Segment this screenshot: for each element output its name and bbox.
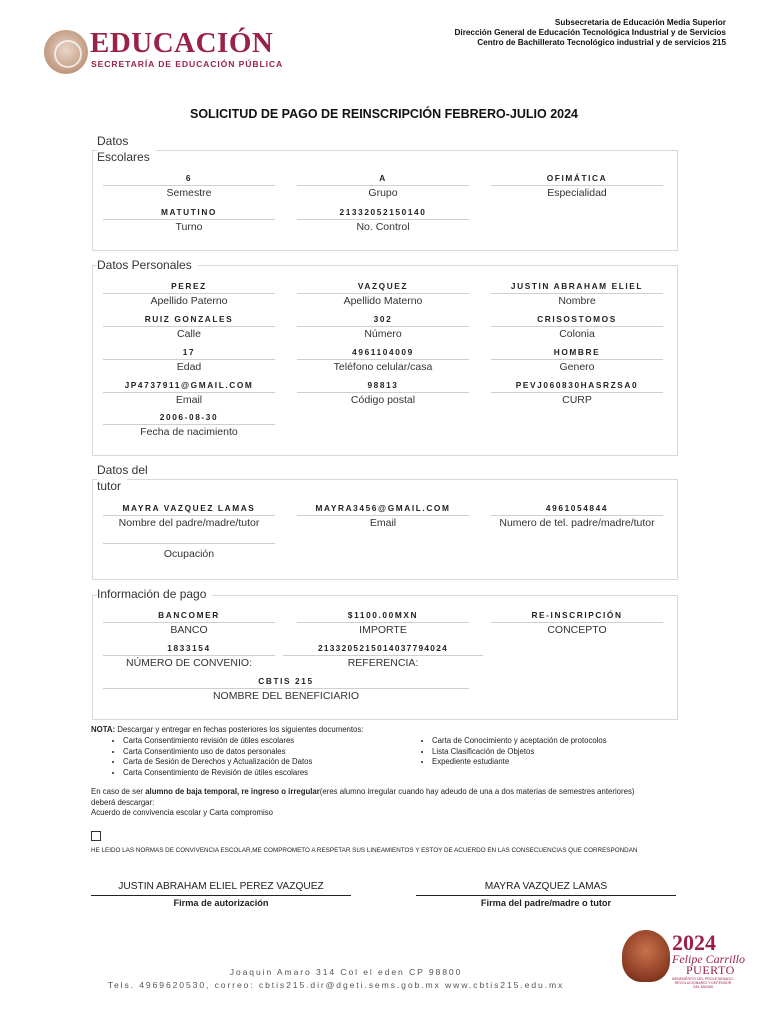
field-label: Fecha de nacimiento [140,426,238,438]
field-label: Código postal [350,394,416,406]
nota-text: Descargar y entregar en fechas posteriores los siguientes documentos: [117,725,364,734]
signature-student-line[interactable] [91,895,351,896]
field-numero-convenio[interactable] [103,642,275,670]
field-label: Apellido Paterno [150,295,228,307]
field-value: MAYRA3456@GMAIL.COM [315,503,451,513]
field-value: 21332052150140377940​24 [317,643,449,653]
signature-tutor-name: MAYRA VAZQUEZ LAMAS [484,881,608,892]
header-line-1: Subsecretaria de Educación Media Superior [554,18,726,27]
field-label: Genero [559,361,595,373]
field-codigo-postal[interactable] [297,379,469,407]
caso-line2: deberá descargar: [91,797,155,807]
field-label: No. Control [356,221,410,233]
logo-subtitle: SECRETARÍA DE EDUCACIÓN PÚBLICA [91,59,284,69]
field-label: NOMBRE DEL BENEFICIARIO [212,690,360,702]
field-label: REFERENCIA: [347,657,419,669]
list-item: • Lista Clasificación de Objetos [432,747,607,758]
field-edad[interactable] [103,346,275,374]
field-value [103,530,275,542]
documents-list-right [400,736,607,768]
agreement-checkbox[interactable] [91,831,101,841]
badge-name: Felipe Carrillo [672,952,745,966]
field-label: Teléfono celular/casa [333,361,433,373]
field-value: 4961104009 [352,347,414,357]
field-nombre-tutor[interactable] [103,502,275,530]
field-value: CRISOSTOMOS [537,314,617,324]
field-email-tutor[interactable] [297,502,469,530]
field-concepto[interactable] [491,609,663,637]
badge-place: PUERTO [686,963,735,977]
field-value: JUSTIN ABRAHAM ELIEL [510,281,644,291]
field-banco[interactable] [103,609,275,637]
list-item: • Carta Consentimiento revisión de útiles escolares [123,736,312,747]
field-label: Numero de tel. padre/madre/tutor [499,517,655,529]
field-especialidad[interactable] [491,172,663,200]
caso-bold: alumno de baja temporal, re ingreso o irregular [145,787,320,796]
field-fecha-nacimiento[interactable] [103,411,275,439]
field-label: CONCEPTO [547,624,607,636]
caso-post: (eres alumno irregular cuando hay adeudo de una a dos materias de semestres anteriores) [319,787,635,796]
field-label: Número [364,328,402,340]
field-label: Ocupación [163,548,215,560]
field-value: HOMBRE [553,347,601,357]
field-value: 98813 [367,380,399,390]
legend-escolares-1: Datos [97,133,134,149]
field-label: Nombre [558,295,596,307]
field-value: VAZQUEZ [357,281,409,291]
field-value: RE-INSCRIPCIÓN [531,610,623,620]
field-value: 17 [182,347,196,357]
field-telefono-tutor[interactable] [491,502,663,530]
field-apellido-paterno[interactable] [103,280,275,308]
portrait-logo-image [622,930,670,982]
field-value: 1833154 [167,643,211,653]
field-label: Email [175,394,203,406]
field-value: PEREZ [171,281,207,291]
field-value: MAYRA VAZQUEZ LAMAS [122,503,256,513]
legend-escolares-2: Escolares [97,149,156,165]
badge-year: 2024 [672,930,716,955]
signature-student-name: JUSTIN ABRAHAM ELIEL PEREZ VAZQUEZ [118,881,324,892]
documents-list-left [91,736,312,778]
field-value: JP4737911@GMAIL.COM [124,380,254,390]
field-value: 2006-08-30 [159,412,219,422]
field-colonia[interactable] [491,313,663,341]
signature-tutor-role: Firma del padre/madre o tutor [480,898,612,908]
field-semestre[interactable] [103,172,275,200]
caso-pre: En caso de ser [91,787,146,796]
agreement-text: HE LEIDO LAS NORMAS DE CONVIVENCIA ESCOLAR,ME COMPROMETO A RESPETAR SUS LINEAMIENTOS Y ESTOY DE ACUERDO EN LAS CONSECUENCIAS QUE CORRESPONDAN [91,847,638,854]
field-grupo[interactable] [297,172,469,200]
list-item: • Carta Consentimiento de Revisión de útiles escolares [123,768,312,779]
logo-wordmark: EDUCACIÓN [90,27,274,59]
header-line-2: Dirección General de Educación Tecnológica Industrial y de Servicios [454,28,726,37]
field-value: PEVJ060830HASRZSA0 [515,380,639,390]
footer-contact: Tels. 4969620530, correo: cbtis215.dir@dgeti.sems.gob.mx www.cbtis215.edu.mx [107,980,565,990]
list-item: • Carta de Conocimiento y aceptación de protocolos [432,736,607,747]
field-label: Semestre [166,187,212,199]
signature-tutor-line[interactable] [416,895,676,896]
field-telefono[interactable] [297,346,469,374]
field-label: NÚMERO DE CONVENIO: [125,657,252,669]
field-label: IMPORTE [359,624,407,636]
field-numero[interactable] [297,313,469,341]
field-value: 21332052150140 [339,207,427,217]
field-label: Calle [177,328,201,340]
field-apellido-materno[interactable] [297,280,469,308]
field-label: Apellido Materno [343,295,423,307]
field-referencia[interactable] [283,642,483,670]
field-nombre[interactable] [491,280,663,308]
field-curp[interactable] [491,379,663,407]
field-value: BANCOMER [158,610,220,620]
field-label: Colonia [559,328,595,340]
field-label: Email [369,517,397,529]
header-line-3: Centro de Bachillerato Tecnológico industrial y de servicios 215 [477,38,726,47]
field-no-control[interactable] [297,206,469,234]
field-label: Turno [175,221,203,233]
signature-student-role: Firma de autorización [173,898,269,908]
sep-seal-logo [44,30,88,74]
legend-tutor-1: Datos del [97,462,154,478]
field-label: CURP [562,394,592,406]
field-value: 302 [373,314,393,324]
field-value: CBTIS 215 [258,676,314,686]
list-item: • Carta Consentimiento uso de datos personales [123,747,312,758]
section-escolares [92,150,678,251]
legend-tutor-2: tutor [97,478,127,494]
badge-caption: BENEMÉRITO DEL PROLETARIADO, REVOLUCIONARIO Y DEFENSOR DEL MAYAB [672,977,734,990]
field-turno[interactable] [103,206,275,234]
field-label: Edad [176,361,202,373]
field-importe[interactable] [297,609,469,637]
field-value: MATUTINO [161,207,217,217]
field-email[interactable] [103,379,275,407]
field-value: OFIMÁTICA [546,173,608,183]
field-label: Grupo [368,187,398,199]
legend-personales: Datos Personales [97,257,198,273]
nota-intro [91,725,363,736]
field-beneficiario[interactable] [103,675,469,703]
field-value: RUIZ GONZALES [144,314,234,324]
caso-paragraph [91,787,721,819]
field-calle[interactable] [103,313,275,341]
field-value: $1100.00MXN [347,610,419,620]
list-item: • Carta de Sesión de Derechos y Actualización de Datos [123,757,312,768]
field-label: Nombre del padre/madre/tutor [118,517,260,529]
field-value: 6 [185,173,193,183]
document-title: SOLICITUD DE PAGO DE REINSCRIPCIÓN FEBRERO-JULIO 2024 [189,107,579,121]
field-value: 4961054844 [545,503,609,513]
caso-line3: Acuerdo de convivencia escolar y Carta compromiso [91,808,274,817]
list-item: • Expediente estudiante [432,757,607,768]
legend-pago: Información de pago [97,586,212,602]
field-genero[interactable] [491,346,663,374]
field-ocupacion[interactable] [103,530,275,561]
field-value: A [379,173,387,183]
field-label: Especialidad [547,187,607,199]
nota-prefix: NOTA: [91,725,116,734]
field-label: BANCO [170,624,208,636]
footer-address: Joaquin Amaro 314 Col el eden CP 98800 [229,967,463,977]
